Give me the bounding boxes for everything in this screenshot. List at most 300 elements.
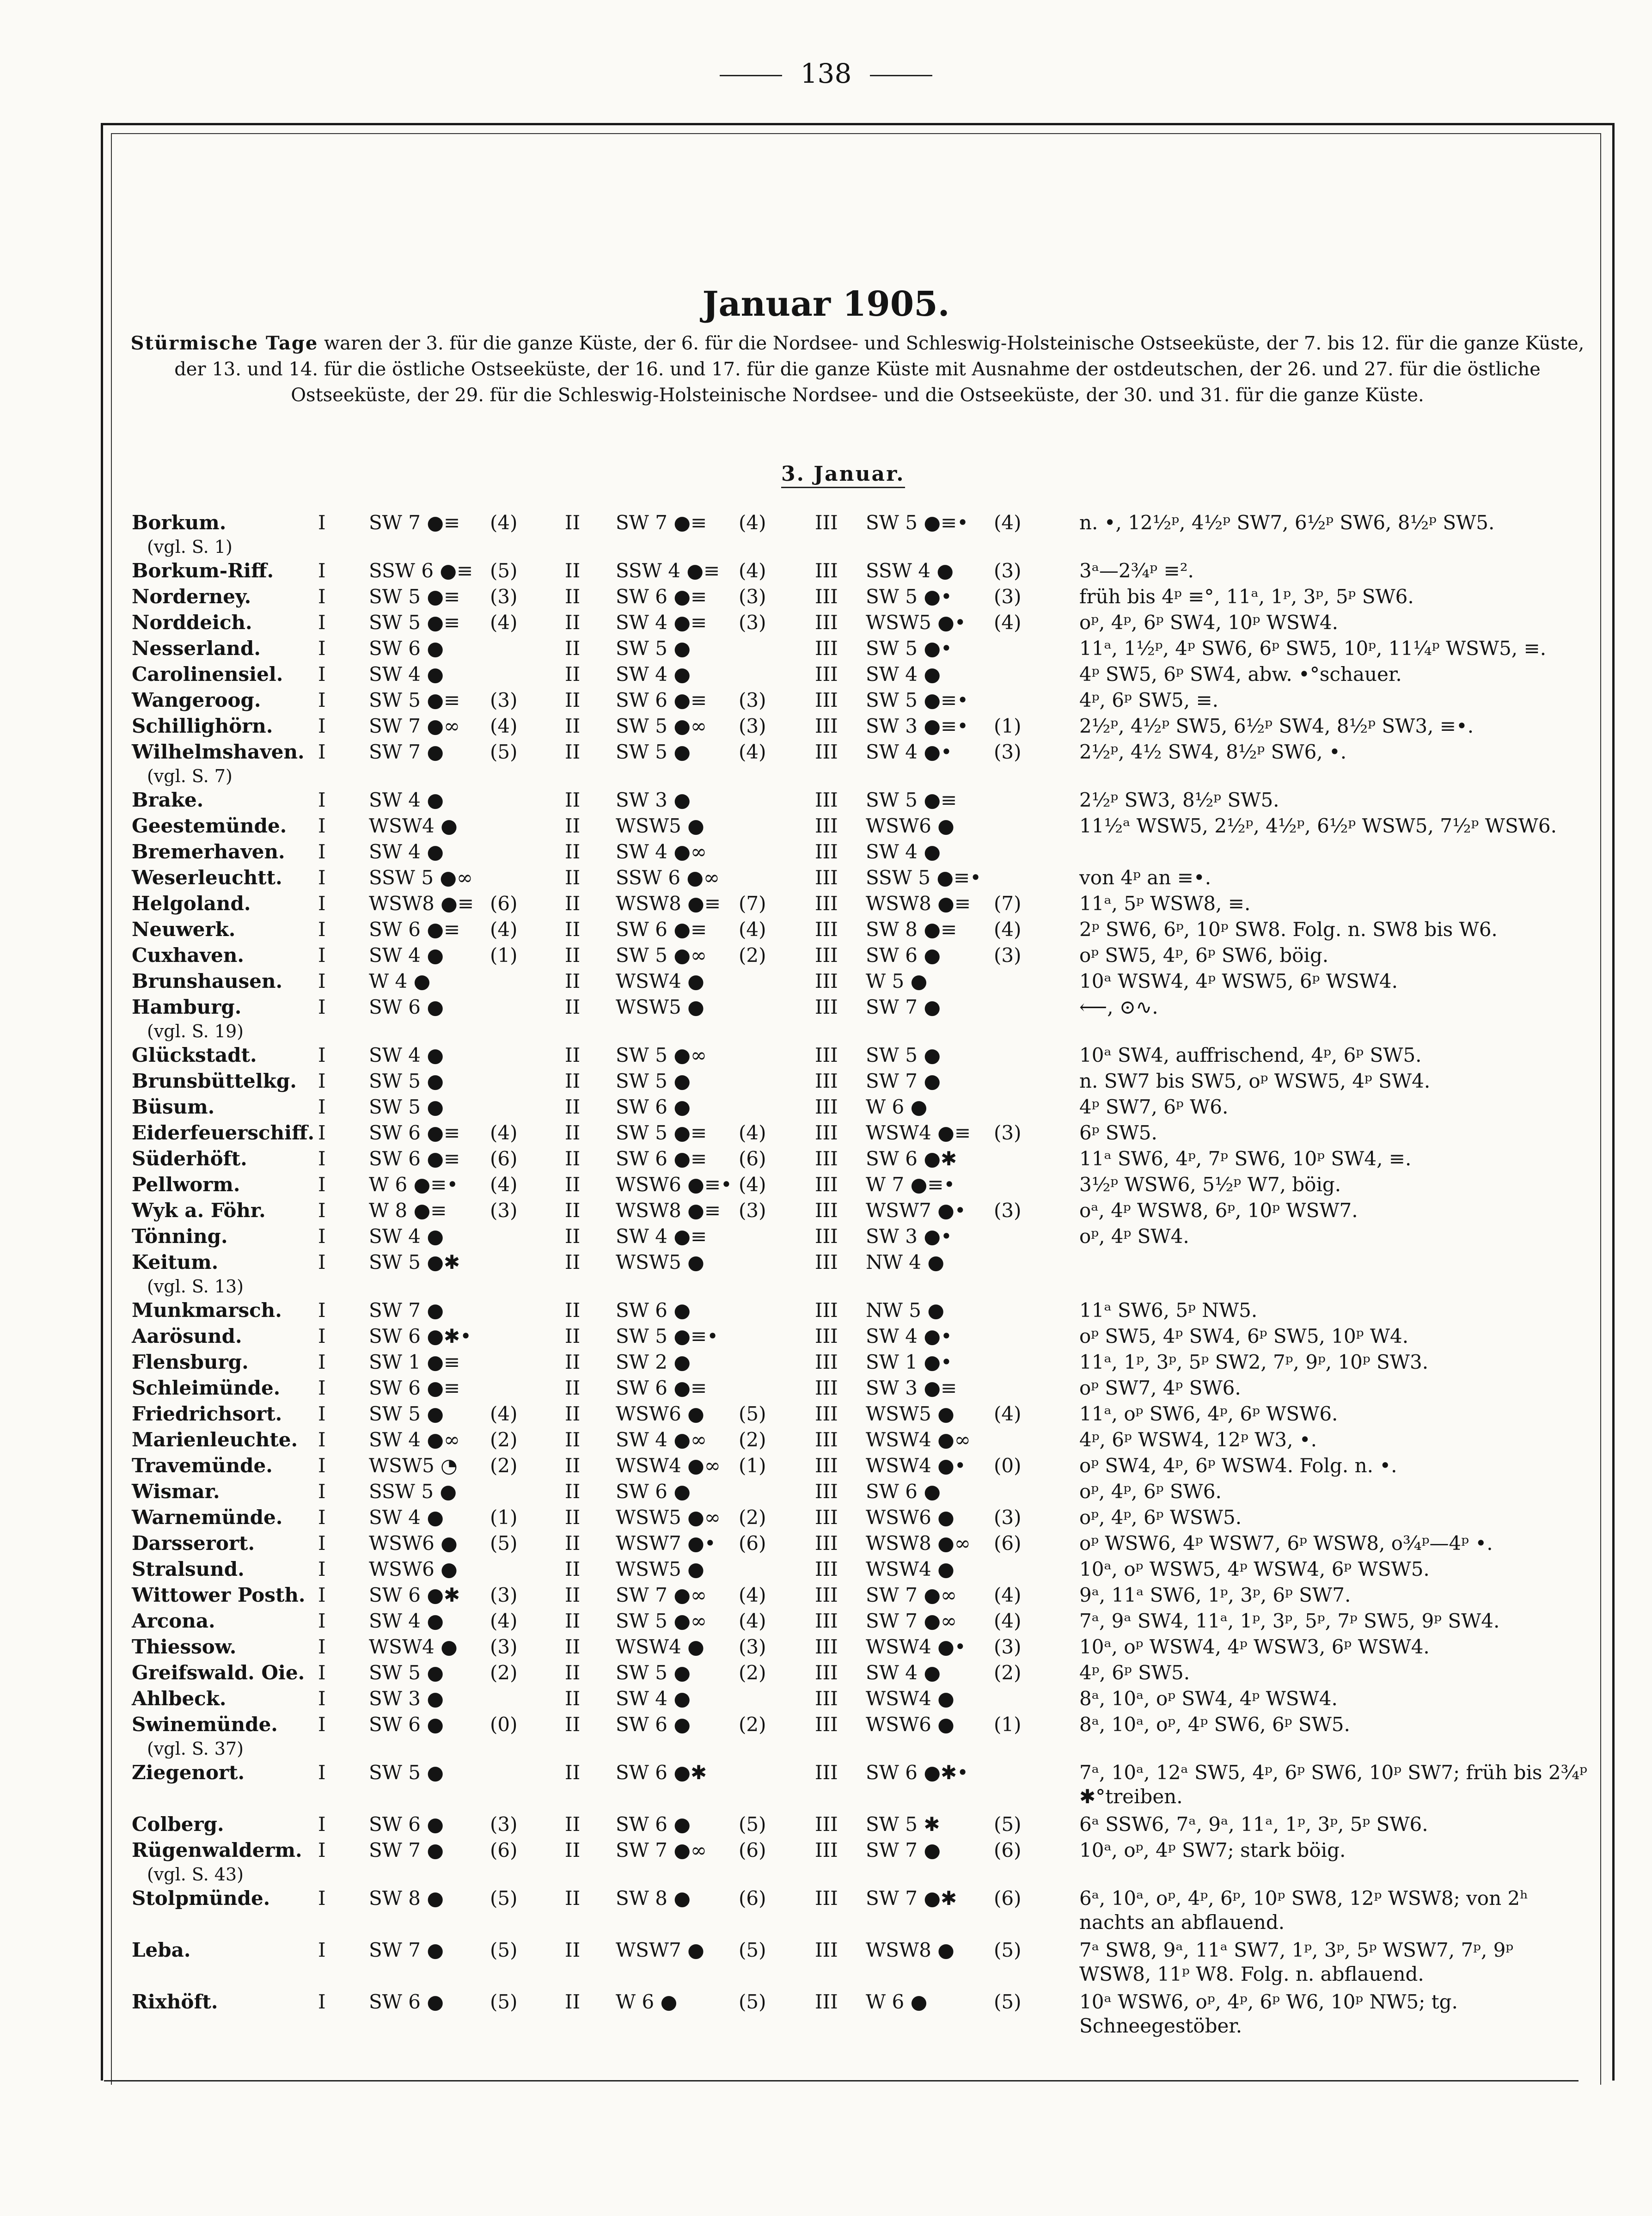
term-3 bbox=[815, 559, 954, 583]
term-2 bbox=[565, 714, 707, 738]
term-3 bbox=[815, 1609, 957, 1633]
term-label: I bbox=[318, 789, 326, 811]
term-label: III bbox=[815, 1225, 838, 1248]
term-3 bbox=[815, 1557, 954, 1581]
term-label: II bbox=[565, 637, 581, 660]
wind-observation: SW 6 ●≡ bbox=[369, 1377, 460, 1399]
term-label: III bbox=[815, 996, 838, 1018]
term-2 bbox=[565, 1886, 691, 1910]
station-name: Aarösund. bbox=[132, 1325, 242, 1347]
remark: oᵖ SW7, 4ᵖ SW6. bbox=[1079, 1377, 1241, 1399]
station-name: Neuwerk. bbox=[132, 918, 236, 941]
term-label: I bbox=[318, 1377, 326, 1399]
term-label: II bbox=[565, 1377, 581, 1399]
station-name: Weserleuchtt. bbox=[132, 866, 282, 889]
term-1 bbox=[318, 1480, 457, 1504]
term-1 bbox=[318, 1402, 444, 1426]
wind-observation: SW 7 ● bbox=[866, 996, 941, 1018]
station-name: Keitum. bbox=[132, 1251, 219, 1273]
sea-state-1: (1) bbox=[490, 944, 518, 967]
wind-observation: WSW6 ● bbox=[616, 1402, 704, 1425]
term-2 bbox=[565, 611, 707, 635]
term-3 bbox=[815, 637, 952, 661]
term-label: I bbox=[318, 1761, 326, 1784]
wind-observation: SW 5 ●∞ bbox=[616, 944, 707, 967]
sea-state-2: (4) bbox=[739, 1584, 766, 1606]
wind-observation: SW 4 ●∞ bbox=[616, 1428, 707, 1451]
term-2 bbox=[565, 1480, 691, 1504]
remark: 7ᵃ SW8, 9ᵃ, 11ᵃ SW7, 1ᵖ, 3ᵖ, 5ᵖ WSW7, 7ᵖ, 9ᵖ WSW8, 11ᵖ W8. Folg. n. abflauend. bbox=[1079, 1939, 1514, 1985]
station-name: Glückstadt. bbox=[132, 1044, 257, 1066]
sea-state-1: (3) bbox=[490, 585, 518, 608]
wind-observation: SW 5 ●≡• bbox=[616, 1325, 718, 1347]
station-name: Darsserort. bbox=[132, 1532, 255, 1555]
term-2 bbox=[565, 1095, 691, 1119]
term-2 bbox=[565, 840, 707, 864]
term-label: III bbox=[815, 1121, 838, 1144]
wind-observation: SW 4 ●∞ bbox=[369, 1428, 460, 1451]
term-3 bbox=[815, 1886, 957, 1910]
term-label: I bbox=[318, 1661, 326, 1684]
wind-observation: SW 5 ●≡ bbox=[866, 789, 957, 811]
sea-state-1: (0) bbox=[490, 1713, 518, 1736]
term-label: III bbox=[815, 1251, 838, 1273]
station-name: Warnemünde. bbox=[132, 1506, 283, 1529]
term-1 bbox=[318, 740, 444, 764]
remark: 7ᵃ, 9ᵃ SW4, 11ᵃ, 1ᵖ, 3ᵖ, 5ᵖ, 7ᵖ SW5, 9ᵖ SW4. bbox=[1079, 1610, 1500, 1632]
term-label: III bbox=[815, 559, 838, 582]
wind-observation: SW 7 ● bbox=[369, 1939, 444, 1961]
station-name: Rixhöft. bbox=[132, 1990, 218, 2013]
wind-observation: SW 4 ● bbox=[369, 944, 444, 967]
wind-observation: SW 5 ●• bbox=[866, 585, 952, 608]
sea-state-2: (3) bbox=[739, 1199, 766, 1222]
wind-observation: SW 3 ● bbox=[369, 1687, 444, 1710]
sea-state-1: (6) bbox=[490, 892, 518, 915]
wind-observation: SW 6 ● bbox=[866, 944, 941, 967]
station-reference: (vgl. S. 43) bbox=[147, 1864, 244, 1885]
term-2 bbox=[565, 969, 704, 993]
term-1 bbox=[318, 1428, 460, 1452]
term-2 bbox=[565, 1661, 691, 1685]
term-label: II bbox=[565, 1251, 581, 1273]
term-3 bbox=[815, 1121, 971, 1145]
sea-state-1: (5) bbox=[490, 1532, 518, 1555]
wind-observation: SW 6 ● bbox=[616, 1813, 691, 1836]
term-3 bbox=[815, 1583, 957, 1607]
station-name: Carolinensiel. bbox=[132, 663, 283, 686]
remark: oᵖ SW4, 4ᵖ, 6ᵖ WSW4. Folg. n. •. bbox=[1079, 1454, 1397, 1477]
sea-state-3: (0) bbox=[994, 1454, 1022, 1477]
term-label: II bbox=[565, 970, 581, 992]
sea-state-2: (4) bbox=[739, 1610, 766, 1632]
wind-observation: W 4 ● bbox=[369, 970, 431, 992]
station-reference: (vgl. S. 7) bbox=[147, 766, 233, 786]
remark: oᵖ SW5, 4ᵖ SW4, 6ᵖ SW5, 10ᵖ W4. bbox=[1079, 1325, 1409, 1347]
term-label: III bbox=[815, 1761, 838, 1784]
remark: 10ᵃ, oᵖ WSW4, 4ᵖ WSW3, 6ᵖ WSW4. bbox=[1079, 1635, 1430, 1658]
wind-observation: SW 1 ●≡ bbox=[369, 1351, 460, 1373]
term-3 bbox=[815, 1838, 941, 1862]
term-label: I bbox=[318, 511, 326, 534]
wind-observation: SSW 4 ●≡ bbox=[616, 559, 720, 582]
sea-state-2: (5) bbox=[739, 1813, 766, 1836]
term-label: I bbox=[318, 1990, 326, 2013]
wind-observation: SW 1 ●• bbox=[866, 1351, 952, 1373]
wind-observation: SW 6 ● bbox=[369, 1713, 444, 1736]
remark: 8ᵃ, 10ᵃ, oᵖ SW4, 4ᵖ WSW4. bbox=[1079, 1687, 1338, 1710]
term-1 bbox=[318, 918, 460, 942]
term-label: II bbox=[565, 689, 581, 711]
term-3 bbox=[815, 814, 954, 838]
term-1 bbox=[318, 995, 444, 1019]
term-3 bbox=[815, 1250, 944, 1274]
term-label: III bbox=[815, 637, 838, 660]
term-label: II bbox=[565, 1199, 581, 1222]
sea-state-2: (4) bbox=[739, 559, 766, 582]
wind-observation: SW 5 ● bbox=[369, 1096, 444, 1118]
wind-observation: WSW5 ● bbox=[866, 1402, 954, 1425]
term-label: I bbox=[318, 741, 326, 763]
term-label: III bbox=[815, 1939, 838, 1961]
sea-state-2: (2) bbox=[739, 1661, 766, 1684]
sea-state-3: (5) bbox=[994, 1813, 1022, 1836]
term-label: II bbox=[565, 789, 581, 811]
term-label: II bbox=[565, 1121, 581, 1144]
term-label: II bbox=[565, 741, 581, 763]
bottom-rule bbox=[104, 2080, 1579, 2081]
term-1 bbox=[318, 1990, 444, 2014]
term-label: II bbox=[565, 1887, 581, 1910]
term-2 bbox=[565, 662, 691, 686]
term-2 bbox=[565, 637, 691, 661]
remark: 6ᵖ SW5. bbox=[1079, 1121, 1157, 1144]
term-label: I bbox=[318, 663, 326, 686]
wind-observation: WSW7 ●• bbox=[616, 1532, 716, 1555]
sea-state-3: (3) bbox=[994, 1635, 1022, 1658]
station-name: Flensburg. bbox=[132, 1351, 249, 1373]
sea-state-1: (4) bbox=[490, 918, 518, 941]
term-label: III bbox=[815, 715, 838, 737]
term-1 bbox=[318, 1838, 444, 1862]
term-2 bbox=[565, 918, 707, 942]
remark: 11ᵃ, oᵖ SW6, 4ᵖ, 6ᵖ WSW6. bbox=[1079, 1402, 1338, 1425]
term-2 bbox=[565, 1376, 707, 1400]
term-label: III bbox=[815, 1299, 838, 1322]
term-label: I bbox=[318, 637, 326, 660]
sea-state-3: (3) bbox=[994, 741, 1022, 763]
wind-observation: W 6 ● bbox=[616, 1990, 678, 2013]
term-label: I bbox=[318, 1887, 326, 1910]
term-label: III bbox=[815, 1147, 838, 1170]
intro-text: waren der 3. für die ganze Küste, der 6. für die Nordsee- und Schleswig-Holsteinische Ostseeküste, der 7. bis 12. für die ganze Küste, der 13. und 14. für die östliche Ostseeküste, der 16. und 17. für die ganze Küste mit Ausnahme der ostdeutschen, der 26. und 27. für die östliche Ostseeküste, der 29. für die Schleswig-Holsteinische Nordsee- und die Ostseeküste, der 30. und 31. für die ganze Küste. bbox=[174, 333, 1585, 406]
term-label: I bbox=[318, 1299, 326, 1322]
wind-observation: SW 5 ✱ bbox=[866, 1813, 940, 1836]
wind-observation: WSW8 ●≡ bbox=[369, 892, 474, 915]
sea-state-2: (4) bbox=[739, 1121, 766, 1144]
station-name: Brake. bbox=[132, 789, 204, 811]
sea-state-1: (5) bbox=[490, 1887, 518, 1910]
term-1 bbox=[318, 1095, 444, 1119]
term-label: I bbox=[318, 970, 326, 992]
wind-observation: SW 5 ●• bbox=[866, 637, 952, 660]
term-1 bbox=[318, 1069, 444, 1093]
sea-state-1: (5) bbox=[490, 1939, 518, 1961]
term-label: III bbox=[815, 689, 838, 711]
term-2 bbox=[565, 1199, 721, 1223]
station-name: Hamburg. bbox=[132, 996, 242, 1018]
term-3 bbox=[815, 611, 966, 635]
term-label: II bbox=[565, 715, 581, 737]
term-3 bbox=[815, 995, 941, 1019]
sea-state-2: (3) bbox=[739, 1635, 766, 1658]
term-1 bbox=[318, 969, 430, 993]
term-label: III bbox=[815, 1610, 838, 1632]
wind-observation: SW 5 ● bbox=[616, 637, 691, 660]
term-label: II bbox=[565, 1713, 581, 1736]
term-label: III bbox=[815, 741, 838, 763]
wind-observation: SSW 6 ●∞ bbox=[616, 866, 720, 889]
remark: 4ᵖ, 6ᵖ SW5, ≡. bbox=[1079, 689, 1218, 711]
term-3 bbox=[815, 1812, 940, 1836]
wind-observation: W 7 ●≡• bbox=[866, 1173, 955, 1196]
term-2 bbox=[565, 688, 707, 712]
station-name: Rügenwalderm. bbox=[132, 1839, 302, 1861]
sea-state-2: (3) bbox=[739, 715, 766, 737]
term-label: III bbox=[815, 1687, 838, 1710]
term-3 bbox=[815, 1990, 927, 2014]
term-3 bbox=[815, 1428, 971, 1452]
wind-observation: SW 5 ●∞ bbox=[616, 1610, 707, 1632]
wind-observation: SW 6 ●≡ bbox=[616, 585, 707, 608]
term-label: III bbox=[815, 1661, 838, 1684]
term-label: I bbox=[318, 840, 326, 863]
intro-paragraph bbox=[129, 331, 1585, 408]
term-label: I bbox=[318, 1454, 326, 1477]
wind-observation: SW 4 ● bbox=[369, 1610, 444, 1632]
term-3 bbox=[815, 1661, 941, 1685]
wind-observation: SW 8 ● bbox=[369, 1887, 444, 1910]
term-label: I bbox=[318, 1121, 326, 1144]
term-label: III bbox=[815, 840, 838, 863]
wind-observation: SW 5 ●≡ bbox=[369, 585, 460, 608]
term-3 bbox=[815, 1531, 971, 1555]
station-name: Brunsbüttelkg. bbox=[132, 1070, 297, 1092]
term-label: I bbox=[318, 1480, 326, 1503]
wind-observation: SW 7 ●∞ bbox=[866, 1610, 957, 1632]
term-label: I bbox=[318, 1532, 326, 1555]
sea-state-1: (1) bbox=[490, 1506, 518, 1529]
term-label: III bbox=[815, 1351, 838, 1373]
term-2 bbox=[565, 511, 707, 535]
term-1 bbox=[318, 1454, 458, 1478]
sea-state-1: (5) bbox=[490, 741, 518, 763]
wind-observation: SW 6 ●✱• bbox=[866, 1761, 968, 1784]
sea-state-2: (2) bbox=[739, 1428, 766, 1451]
term-label: I bbox=[318, 1199, 326, 1222]
term-label: I bbox=[318, 1325, 326, 1347]
wind-observation: SW 6 ● bbox=[369, 1990, 444, 2013]
term-1 bbox=[318, 1583, 460, 1607]
term-label: II bbox=[565, 1939, 581, 1961]
term-label: III bbox=[815, 585, 838, 608]
term-1 bbox=[318, 840, 444, 864]
wind-observation: SW 6 ●✱• bbox=[369, 1325, 471, 1347]
wind-observation: WSW4 ● bbox=[616, 1635, 704, 1658]
term-label: III bbox=[815, 1713, 838, 1736]
station-name: Büsum. bbox=[132, 1096, 215, 1118]
sea-state-2: (7) bbox=[739, 892, 766, 915]
term-3 bbox=[815, 1635, 966, 1659]
sea-state-1: (2) bbox=[490, 1661, 518, 1684]
term-label: I bbox=[318, 918, 326, 941]
sea-state-1: (5) bbox=[490, 559, 518, 582]
term-3 bbox=[815, 688, 968, 712]
term-3 bbox=[815, 788, 957, 812]
sea-state-2: (4) bbox=[739, 741, 766, 763]
term-label: I bbox=[318, 585, 326, 608]
term-2 bbox=[565, 1350, 691, 1374]
station-name: Pellworm. bbox=[132, 1173, 240, 1196]
wind-observation: W 5 ● bbox=[866, 970, 928, 992]
station-name: Borkum. bbox=[132, 511, 226, 534]
sea-state-3: (3) bbox=[994, 1199, 1022, 1222]
term-3 bbox=[815, 740, 952, 764]
term-1 bbox=[318, 1635, 458, 1659]
wind-observation: WSW4 ●∞ bbox=[616, 1454, 721, 1477]
term-label: I bbox=[318, 715, 326, 737]
wind-observation: WSW5 ● bbox=[616, 1558, 704, 1580]
wind-observation: WSW6 ● bbox=[866, 814, 954, 837]
term-3 bbox=[815, 1095, 927, 1119]
term-2 bbox=[565, 1635, 704, 1659]
sea-state-2: (6) bbox=[739, 1887, 766, 1910]
term-3 bbox=[815, 585, 952, 609]
station-name: Greifswald. Oie. bbox=[132, 1661, 305, 1684]
wind-observation: SW 4 ● bbox=[866, 840, 941, 863]
term-3 bbox=[815, 1224, 952, 1249]
wind-observation: SW 4 ●∞ bbox=[616, 840, 707, 863]
term-label: III bbox=[815, 1070, 838, 1092]
term-label: II bbox=[565, 1325, 581, 1347]
term-label: II bbox=[565, 1558, 581, 1580]
station-name: Schleimünde. bbox=[132, 1377, 281, 1399]
term-label: II bbox=[565, 1351, 581, 1373]
station-name: Wittower Posth. bbox=[132, 1584, 306, 1606]
wind-observation: SW 4 ●≡ bbox=[616, 1225, 707, 1248]
sea-state-1: (4) bbox=[490, 511, 518, 534]
station-name: Schillighörn. bbox=[132, 715, 273, 737]
term-label: I bbox=[318, 1428, 326, 1451]
term-label: II bbox=[565, 866, 581, 889]
term-2 bbox=[565, 1324, 718, 1348]
term-label: III bbox=[815, 1887, 838, 1910]
term-2 bbox=[565, 1224, 707, 1249]
station-name: Eiderfeuerschiff. bbox=[132, 1121, 315, 1144]
term-3 bbox=[815, 1687, 954, 1711]
term-label: III bbox=[815, 789, 838, 811]
term-label: I bbox=[318, 1813, 326, 1836]
term-label: II bbox=[565, 892, 581, 915]
term-3 bbox=[815, 1761, 968, 1785]
term-label: I bbox=[318, 1173, 326, 1196]
wind-observation: SW 4 ●≡ bbox=[616, 611, 707, 634]
sea-state-3: (1) bbox=[994, 715, 1022, 737]
term-label: III bbox=[815, 1096, 838, 1118]
term-label: II bbox=[565, 814, 581, 837]
station-name: Helgoland. bbox=[132, 892, 251, 915]
term-label: II bbox=[565, 1402, 581, 1425]
sea-state-2: (2) bbox=[739, 1713, 766, 1736]
term-3 bbox=[815, 918, 957, 942]
remark: 4ᵖ, 6ᵖ SW5. bbox=[1079, 1661, 1190, 1684]
term-1 bbox=[318, 1812, 444, 1836]
sea-state-2: (6) bbox=[739, 1532, 766, 1555]
term-label: I bbox=[318, 892, 326, 915]
term-label: III bbox=[815, 511, 838, 534]
term-3 bbox=[815, 1324, 952, 1348]
term-3 bbox=[815, 969, 927, 993]
sea-state-3: (6) bbox=[994, 1839, 1022, 1861]
sea-state-3: (3) bbox=[994, 944, 1022, 967]
wind-observation: WSW4 ● bbox=[866, 1558, 954, 1580]
term-label: III bbox=[815, 1377, 838, 1399]
term-1 bbox=[318, 1173, 458, 1197]
remark: oᵖ WSW6, 4ᵖ WSW7, 6ᵖ WSW8, o¾ᵖ—4ᵖ •. bbox=[1079, 1532, 1493, 1555]
term-label: II bbox=[565, 1506, 581, 1529]
station-name: Friedrichsort. bbox=[132, 1402, 282, 1425]
wind-observation: SW 4 ● bbox=[369, 1044, 444, 1066]
wind-observation: WSW5 ● bbox=[616, 1251, 704, 1273]
term-label: II bbox=[565, 1147, 581, 1170]
wind-observation: SW 4 ● bbox=[369, 663, 444, 686]
term-label: II bbox=[565, 663, 581, 686]
wind-observation: SW 4 ● bbox=[369, 789, 444, 811]
term-label: III bbox=[815, 1480, 838, 1503]
intro-lead: Stürmische Tage bbox=[130, 332, 318, 354]
term-1 bbox=[318, 1350, 460, 1374]
wind-observation: SW 4 ● bbox=[616, 663, 691, 686]
term-label: II bbox=[565, 1661, 581, 1684]
term-label: III bbox=[815, 970, 838, 992]
term-label: I bbox=[318, 559, 326, 582]
remark: 2ᵖ SW6, 6ᵖ, 10ᵖ SW8. Folg. n. SW8 bis W6. bbox=[1079, 918, 1498, 941]
remark: 11ᵃ SW6, 5ᵖ NW5. bbox=[1079, 1299, 1258, 1322]
wind-observation: SW 3 ●• bbox=[866, 1225, 952, 1248]
wind-observation: W 8 ●≡ bbox=[369, 1199, 447, 1222]
term-3 bbox=[815, 866, 981, 890]
remark: oᵃ, 4ᵖ WSW8, 6ᵖ, 10ᵖ WSW7. bbox=[1079, 1199, 1358, 1222]
sea-state-1: (2) bbox=[490, 1428, 518, 1451]
term-label: III bbox=[815, 944, 838, 967]
term-label: II bbox=[565, 1839, 581, 1861]
term-3 bbox=[815, 1938, 954, 1962]
term-label: II bbox=[565, 1990, 581, 2013]
wind-observation: SW 4 ● bbox=[866, 663, 941, 686]
wind-observation: SW 7 ● bbox=[369, 1839, 444, 1861]
term-3 bbox=[815, 840, 941, 864]
term-3 bbox=[815, 1713, 954, 1737]
remark: 6ᵃ, 10ᵃ, oᵖ, 4ᵖ, 6ᵖ, 10ᵖ SW8, 12ᵖ WSW8; von 2ʰ nachts an abflauend. bbox=[1079, 1887, 1529, 1934]
term-label: I bbox=[318, 1044, 326, 1066]
term-label: I bbox=[318, 866, 326, 889]
term-label: III bbox=[815, 814, 838, 837]
remark: n. •, 12½ᵖ, 4½ᵖ SW7, 6½ᵖ SW6, 8½ᵖ SW5. bbox=[1079, 511, 1495, 534]
term-2 bbox=[565, 585, 707, 609]
wind-observation: SW 7 ●✱ bbox=[866, 1887, 957, 1910]
term-1 bbox=[318, 1298, 444, 1322]
wind-observation: SSW 6 ●≡ bbox=[369, 559, 473, 582]
